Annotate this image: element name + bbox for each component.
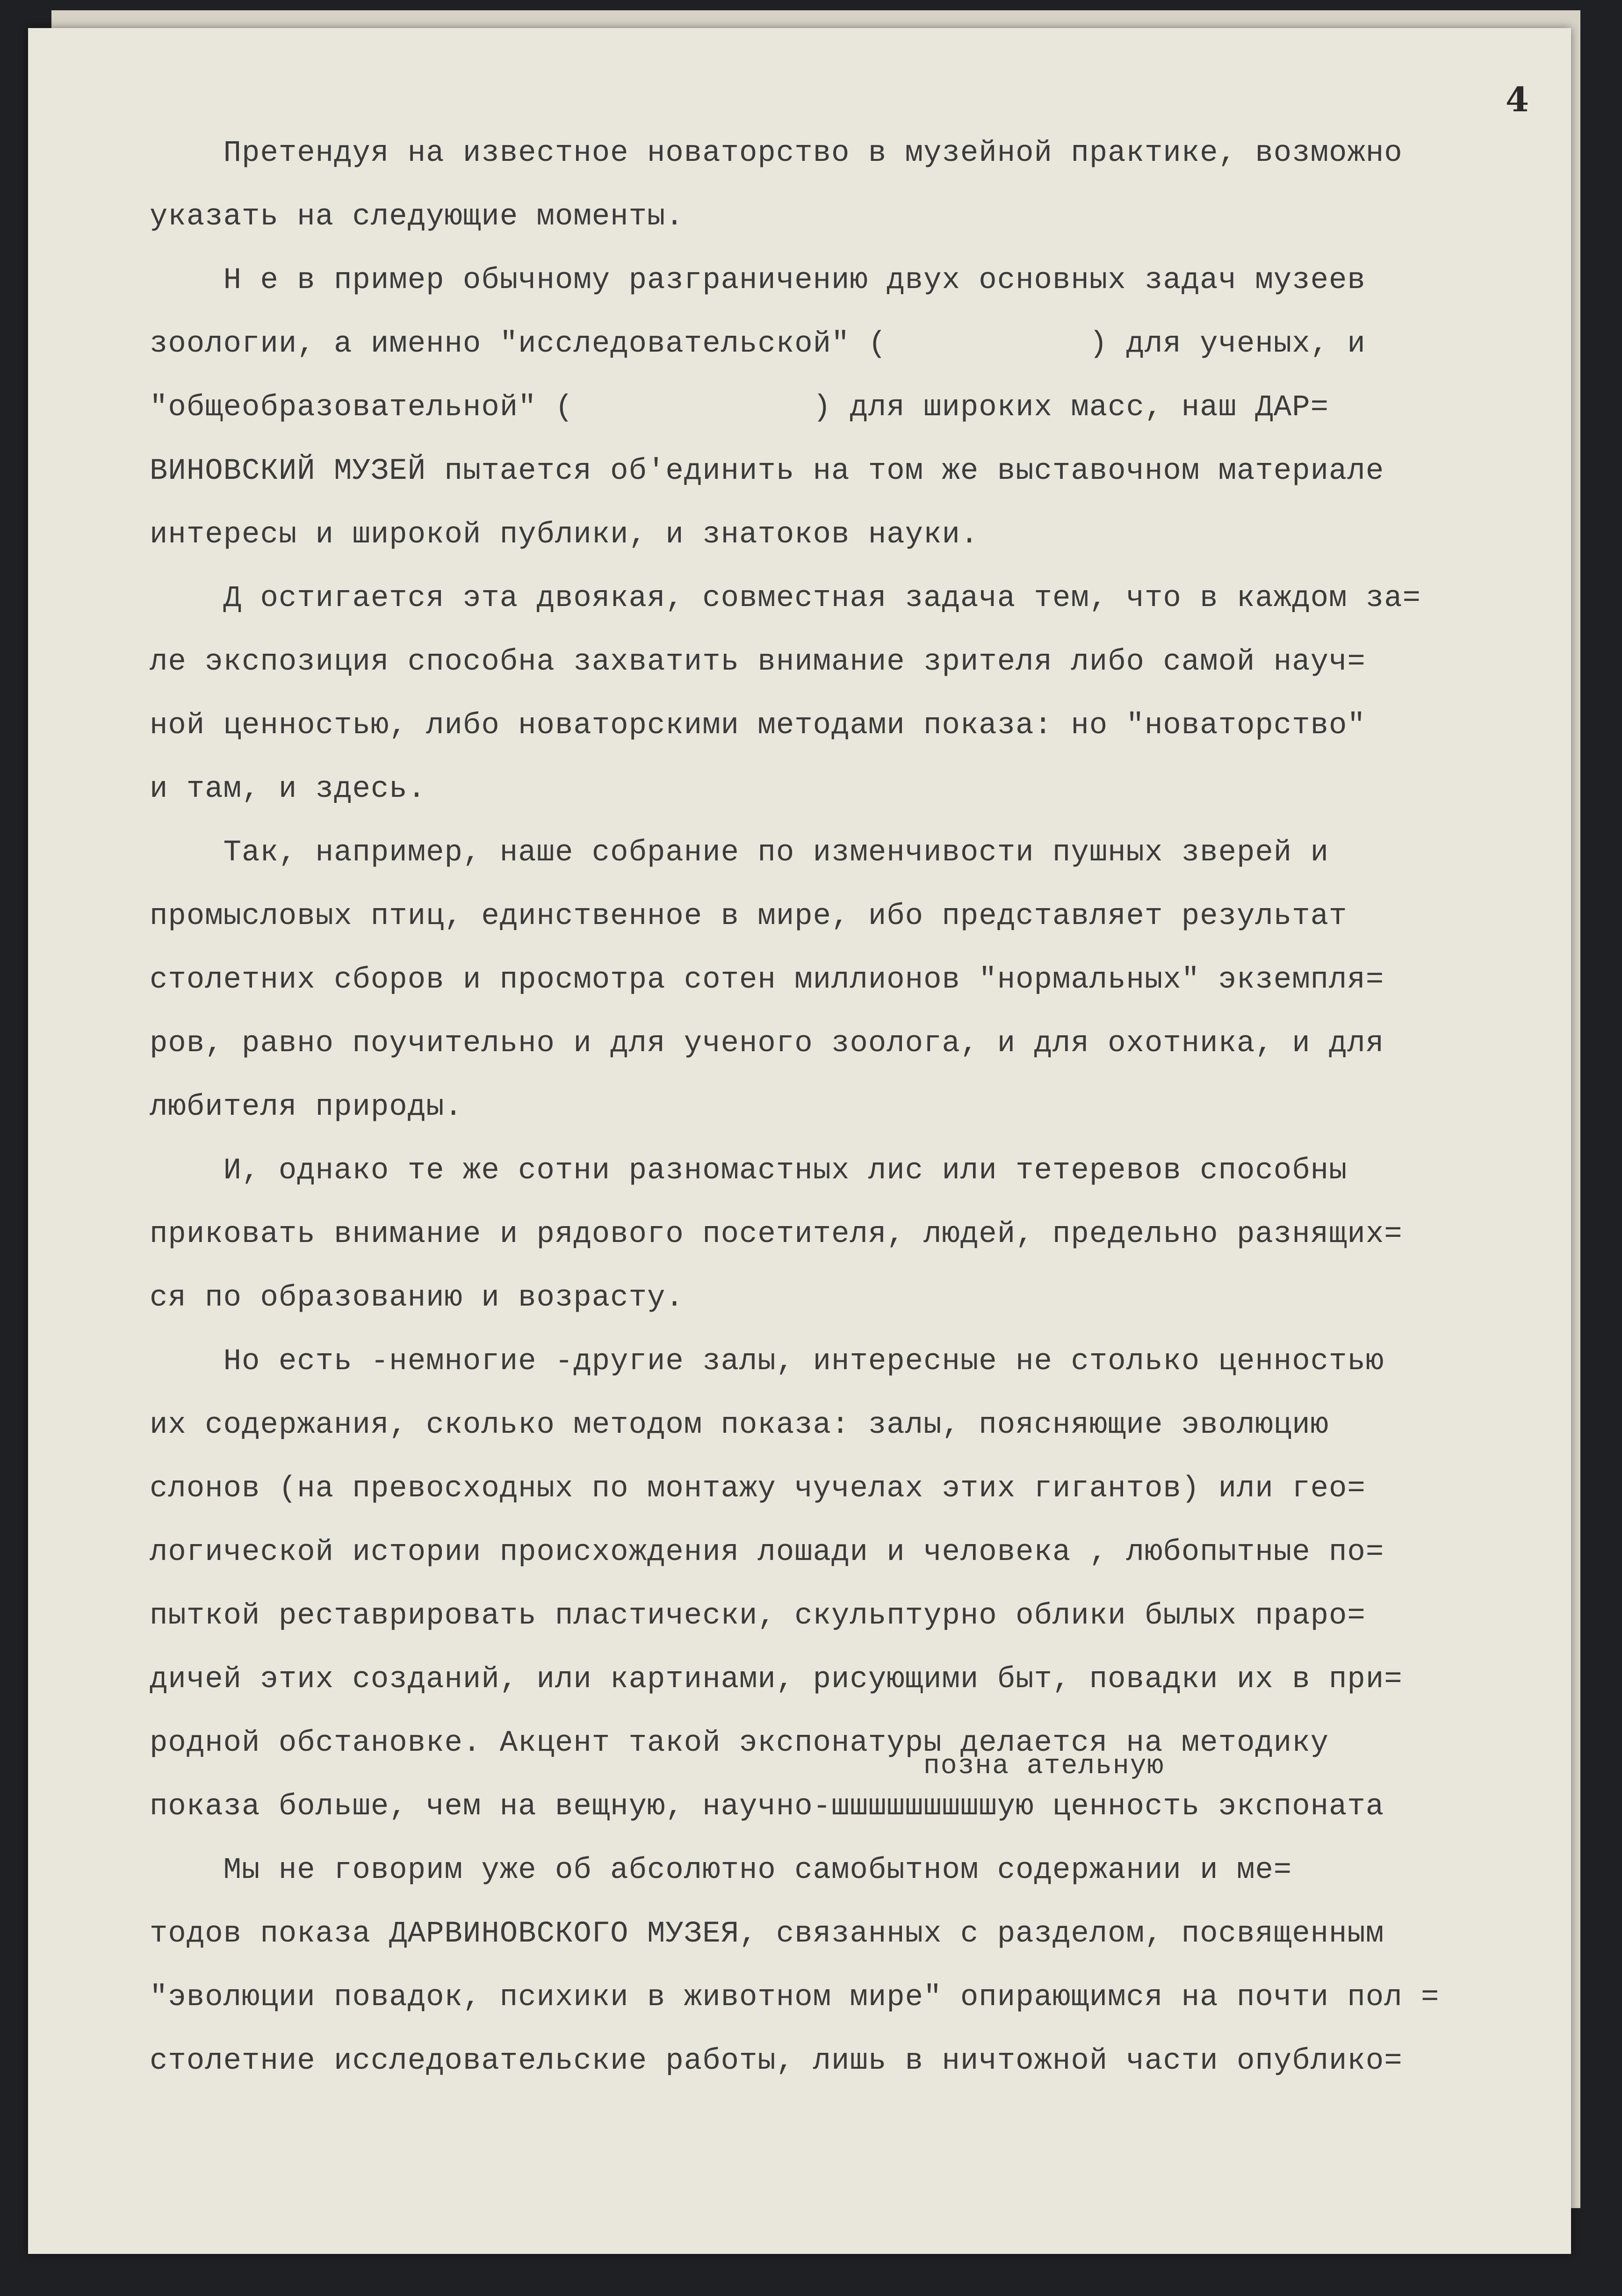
text-line: Д остигается эта двоякая, совместная задача тем, что в каждом за= — [150, 582, 1421, 615]
text-line: слонов (на превосходных по монтажу чучелах этих гигантов) или гео= — [150, 1472, 1366, 1506]
text-line: столетних сборов и просмотра сотен миллионов "нормальных" экземпля= — [150, 963, 1384, 997]
text-line: ВИНОВСКИЙ МУЗЕЙ пытается об'единить на том же выставочном материале — [150, 455, 1384, 488]
text-line: показа больше, чем на вещную, научно-шшшшшшшшшую ценность экспоната — [150, 1790, 1384, 1824]
text-line: ной ценностью, либо новаторскими методами показа: но "новаторство" — [150, 709, 1366, 743]
text-line: И, однако те же сотни разномастных лис или тетеревов способны — [150, 1154, 1348, 1188]
interlinear-correction: позна ательную — [923, 1751, 1165, 1782]
text-line: ся по образованию и возрасту. — [150, 1281, 684, 1315]
text-line: любителя природы. — [150, 1090, 463, 1124]
text-line: столетние исследовательские работы, лишь в ничтожной части опублико= — [150, 2044, 1403, 2078]
text-line: их содержания, сколько методом показа: залы, поясняющие эволюцию — [150, 1408, 1329, 1442]
text-line: дичей этих созданий, или картинами, рисующими быт, повадки их в при= — [150, 1663, 1403, 1697]
text-line: "эволюции повадок, психики в животном мире" опирающимся на почти пол = — [150, 1981, 1440, 2014]
text-line: Мы не говорим уже об абсолютно самобытном содержании и ме= — [150, 1854, 1292, 1887]
text-line: пыткой реставрировать пластически, скульптурно облики былых праро= — [150, 1599, 1366, 1633]
text-line: указать на следующие моменты. — [150, 200, 684, 234]
text-line: приковать внимание и рядового посетителя, людей, предельно разнящих= — [150, 1218, 1403, 1251]
text-line: Претендуя на известное новаторство в музейной практике, возможно — [150, 137, 1403, 170]
text-line: зоологии, а именно "исследовательской" ( ) для ученых, и — [150, 327, 1366, 361]
text-line: ле экспозиция способна захватить внимание зрителя либо самой науч= — [150, 645, 1366, 679]
text-line: промысловых птиц, единственное в мире, ибо представляет результат — [150, 900, 1348, 933]
page-body — [150, 122, 1506, 2093]
text-line: логической истории происхождения лошади и человека , любопытные по= — [150, 1536, 1384, 1569]
text-line: "общеобразовательной" ( ) для широких масс, наш ДАР= — [150, 391, 1329, 425]
text-line: Но есть -немногие -другие залы, интересные не столько ценностью — [150, 1345, 1384, 1379]
text-line: ров, равно поучительно и для ученого зоолога, и для охотника, и для — [150, 1027, 1384, 1061]
page-number: 4 — [1505, 79, 1529, 119]
text-line: интересы и широкой публики, и знатоков науки. — [150, 518, 979, 552]
text-line: Так, например, наше собрание по изменчивости пушных зверей и — [150, 836, 1329, 870]
text-line: Н е в пример обычному разграничению двух основных задач музеев — [150, 264, 1366, 297]
text-line: тодов показа ДАРВИНОВСКОГО МУЗЕЯ, связанных с разделом, посвященным — [150, 1917, 1384, 1951]
text-line: и там, и здесь. — [150, 773, 426, 806]
text-line: родной обстановке. Акцент такой экспонатуры делается на методику — [150, 1726, 1329, 1760]
